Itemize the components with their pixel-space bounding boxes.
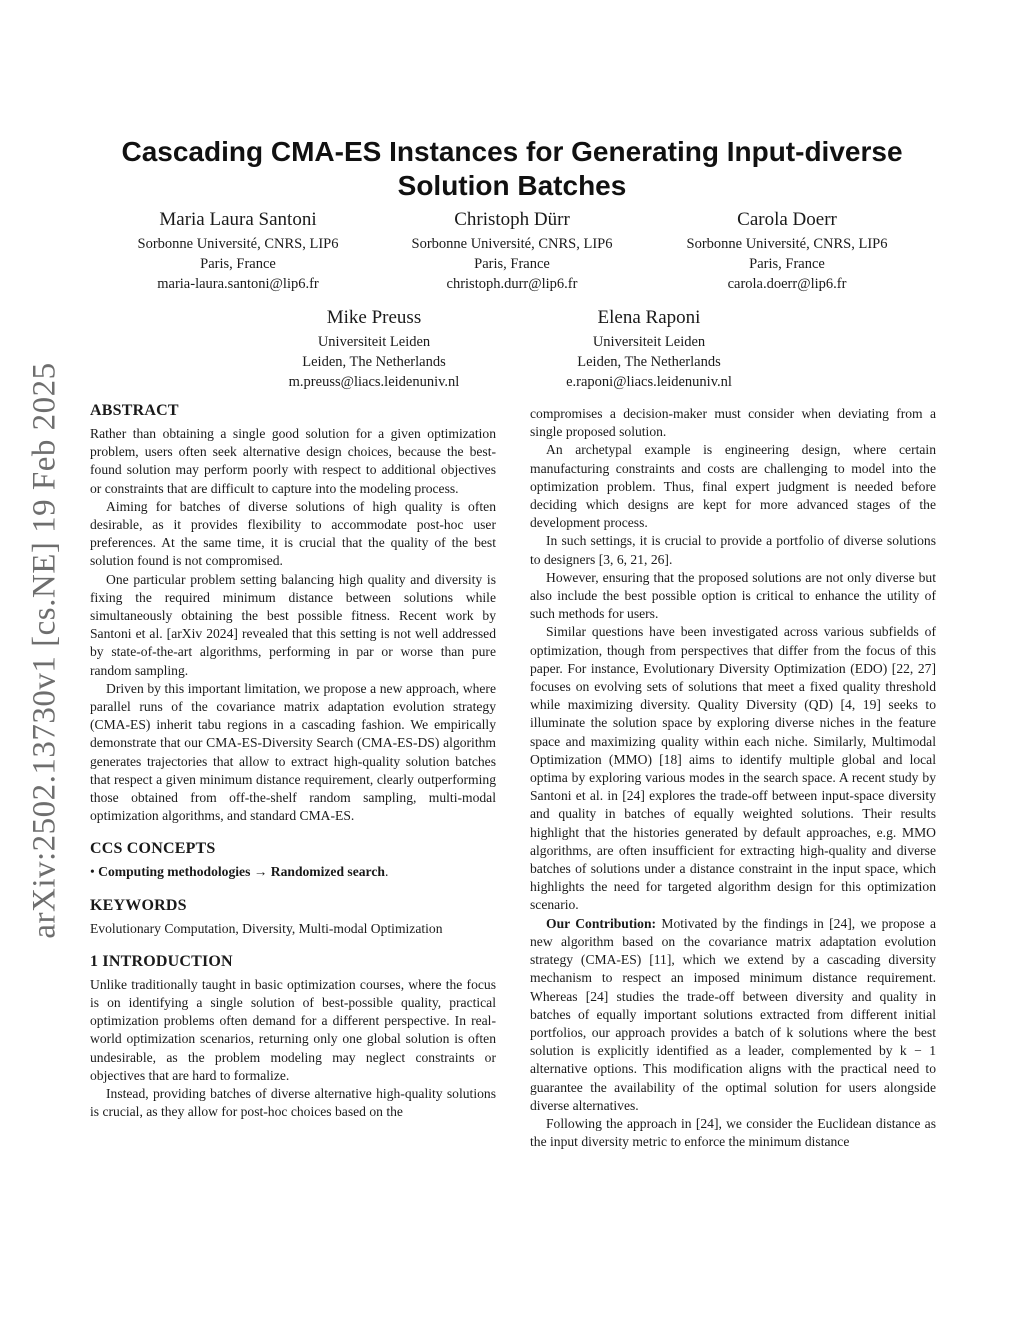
ccs-concepts-entry [90,863,496,881]
author-location: Paris, France [474,256,550,272]
introduction-paragraph: Unlike traditionally taught in basic optimization courses, where the focus is on identifying a single solution of best-possible quality, practical optimization problems often demand for a different perspective. In real-world optimization scenarios, returning only one global solution is often undesirable, as the problem modeling may neglect constraints or objectives that are hard to formalize. [90,976,496,1083]
author-location: Paris, France [200,256,276,272]
arxiv-identifier [20,355,70,945]
abstract-heading: ABSTRACT [90,402,179,419]
author-location: Leiden, The Netherlands [577,354,721,370]
ccs-concepts-heading: CCS CONCEPTS [90,840,216,858]
author-email: carola.doerr@lip6.fr [727,276,847,292]
author-name: Carola Doerr [737,209,837,230]
right-column [530,405,936,1151]
author-block-santoni [98,208,378,294]
arxiv-identifier-text: arXiv:2502.13730v1 [cs.NE] 19 Feb 2025 [26,361,63,939]
left-column [90,401,496,1122]
contribution-paragraph [530,915,936,1115]
author-name: Elena Raponi [597,307,701,328]
ccs-end: . [384,864,389,880]
author-location: Leiden, The Netherlands [302,354,446,370]
body-paragraph: compromises a decision-maker must consider when deviating from a single proposed solution. [530,406,936,440]
introduction-paragraph: Instead, providing batches of diverse alternative high-quality solutions is crucial, as they allow for post-hoc choices based on the [90,1086,496,1120]
contribution-text: Motivated by the findings in [24], we propose a new algorithm based on the covariance matrix adaptation evolution strategy (CMA-ES) [11], which we extend by a cascading diversity mechanism to respect an imposed minimum distance requirement. Whereas [24] studies the trade-off between diversity and quality in batches of equally important solutions extracted from different initial portfolios, our approach provides a batch of k solutions where the best solution is explicitly identified as a leader, complemented by k − 1 alternative options. This modification aligns with the practical need to guarantee the availability of the optimal solution for users alongside diverse alternatives. [530,915,937,1113]
abstract-paragraph: One particular problem setting balancing high quality and diversity is fixing the required minimum distance between solutions while simultaneously obtaining the best possible fitness. Recent work by Santoni et al. [arXiv 2024] revealed that this setting is not well addressed by state-of-the-art algorithms, performing in par or worse than pure random sampling. [90,571,496,678]
author-affiliation: Sorbonne Université, CNRS, LIP6 [411,236,613,252]
author-block-raponi [509,306,789,392]
author-affiliation: Sorbonne Université, CNRS, LIP6 [686,236,888,252]
author-email: christoph.durr@lip6.fr [446,276,578,292]
paper-title-line-1: Cascading CMA-ES Instances for Generating Input-diverse [121,136,903,167]
author-block-durr [372,208,652,294]
ccs-bullet: • [90,864,95,880]
introduction-heading: 1 INTRODUCTION [90,952,233,970]
body-paragraph: However, ensuring that the proposed solutions are not only diverse but also include the best possible option is critical to enhance the utility of such methods for users. [530,569,936,622]
ccs-topic: Randomized search [270,864,385,880]
contribution-label: Our Contribution: [546,915,657,931]
body-paragraph: Following the approach in [24], we consider the Euclidean distance as the input diversity metric to enforce the minimum distance [530,1115,936,1150]
keywords-heading: KEYWORDS [90,896,187,914]
ccs-arrow: → [253,864,268,880]
author-email: m.preuss@liacs.leidenuniv.nl [288,374,460,390]
author-affiliation: Universiteit Leiden [317,334,431,350]
author-name: Christoph Dürr [454,209,570,230]
abstract-paragraph: Aiming for batches of diverse solutions of high quality is often desirable, as it provides flexibility to accommodate post-hoc user preferences. At the same time, it is crucial that the quality of the best solution found is not compromised. [90,498,496,569]
paper-title [100,135,924,203]
author-name: Mike Preuss [326,307,422,328]
abstract-paragraph: Rather than obtaining a single good solution for a given optimization problem, users often seek alternative design choices, because the best-found solution may perform poorly with respect to additional objectives or constraints that are difficult to capture into the modeling process. [90,426,496,496]
author-block-preuss [234,306,514,392]
ccs-category: Computing methodologies [98,864,251,880]
author-block-doerr [647,208,927,294]
body-paragraph: Similar questions have been investigated across various subfields of optimization, though from perspectives that differ from the focus of this paper. For instance, Evolutionary Diversity Optimization (EDO) [22, 27] focuses on evolving sets of solutions that meet a fixed quality threshold while maximizing diversity. Quality Diversity (QD) [4, 19] seeks to illuminate the solution space by exploring diverse niches in the feature space and maximizing quality within each niche. Similarly, Multimodal Optimization (MMO) [18] aims to identify multiple global and local optima by exploring various modes in the search space. A recent study by Santoni et al. in [24] explores the trade-off between input-space diversity and quality in batches of equally weighted solutions. Their results highlight that the histories generated by default approaches, e.g. MMO algorithms, are often insufficient for extracting high-quality and diverse batches of solutions under a distance constraint in the input space, which highlights the need for targeted algorithm design for this optimization scenario. [530,624,936,913]
author-location: Paris, France [749,256,825,272]
author-name: Maria Laura Santoni [159,209,317,230]
keywords-text: Evolutionary Computation, Diversity, Multi-modal Optimization [90,920,443,936]
body-paragraph: In such settings, it is crucial to provide a portfolio of diverse solutions to designers [3, 6, 21, 26]. [530,533,936,567]
author-email: maria-laura.santoni@lip6.fr [157,276,319,292]
author-email: e.raponi@liacs.leidenuniv.nl [566,374,732,390]
author-affiliation: Sorbonne Université, CNRS, LIP6 [137,236,339,252]
body-paragraph: An archetypal example is engineering design, where certain manufacturing constraints and costs are challenging to model into the optimization problem. Thus, final expert judgment is needed before deciding which designs are kept for more advanced stages of the development process. [530,442,936,531]
author-affiliation: Universiteit Leiden [592,334,706,350]
paper-title-line-2: Solution Batches [397,170,627,201]
abstract-paragraph: Driven by this important limitation, we propose a new approach, where parallel runs of the covariance matrix adaptation evolution strategy (CMA-ES) inherit tabu regions in a cascading fashion. We empirically demonstrate that our CMA-ES-Diversity Search (CMA-ES-DS) algorithm generates trajectories that allow to extract high-quality solution batches that respect a given minimum distance requirement, clearly outperforming those obtained from off-the-shelf random sampling, multi-modal optimization algorithms, and standard CMA-ES. [90,680,496,824]
